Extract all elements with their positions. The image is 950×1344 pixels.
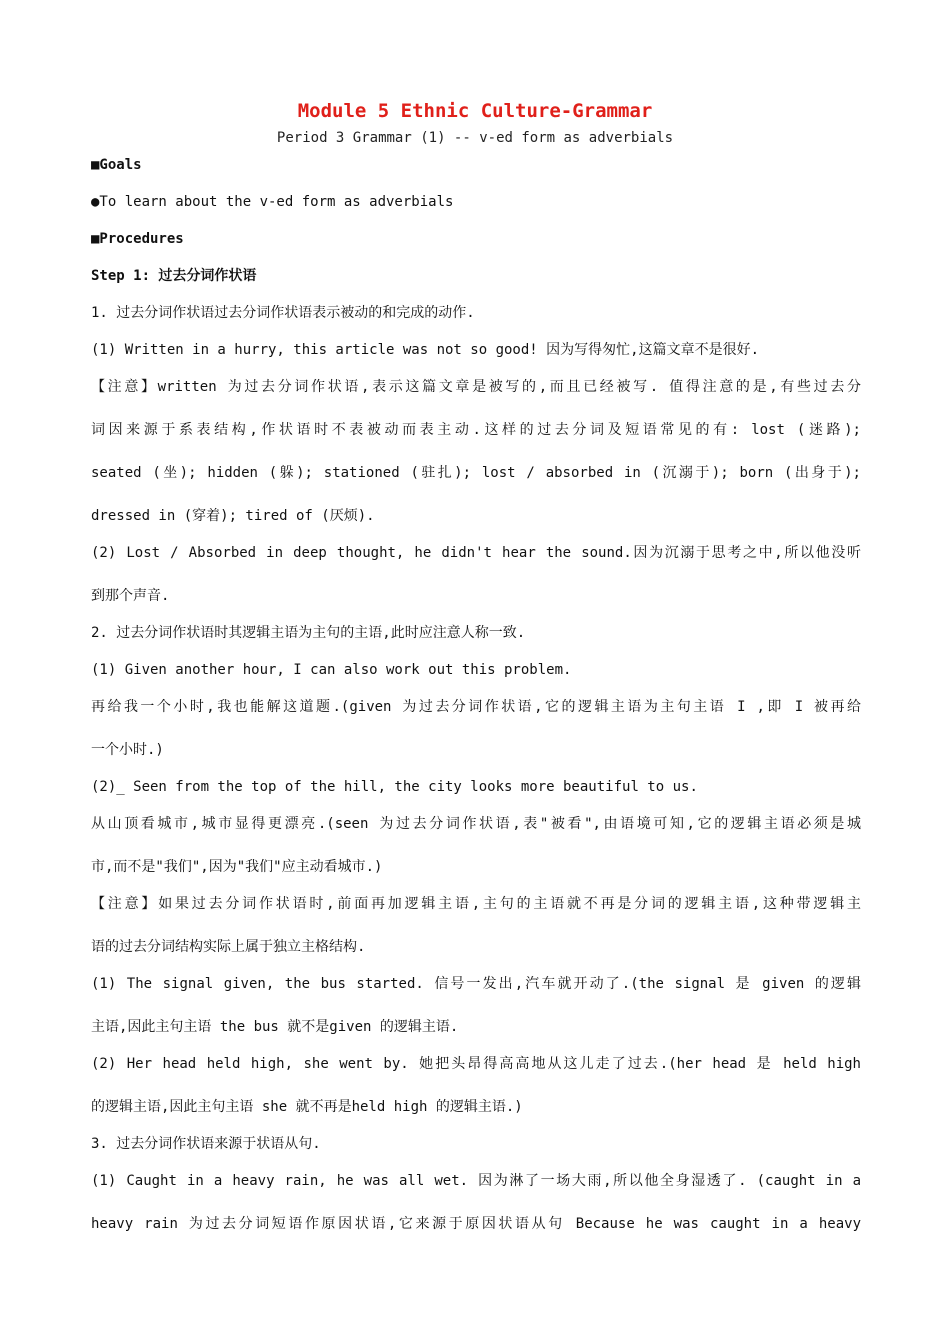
note-line: 【注意】如果过去分词作状语时,前面再加逻辑主语,主句的主语就不再是分词的逻辑主语,这种带逻辑主 — [91, 896, 861, 912]
paragraph-line: 3. 过去分词作状语来源于状语从句. — [91, 1136, 321, 1152]
goals-heading: ■Goals — [91, 157, 142, 173]
example-line: 市,而不是"我们",因为"我们"应主动看城市.) — [91, 859, 383, 875]
paragraph-line: 2. 过去分词作状语时其逻辑主语为主句的主语,此时应注意人称一致. — [91, 625, 526, 641]
example-line: 主语,因此主句主语 the bus 就不是given 的逻辑主语. — [91, 1019, 459, 1035]
procedures-heading: ■Procedures — [91, 231, 184, 247]
step-heading: Step 1: 过去分词作状语 — [91, 268, 257, 284]
paragraph-line: 1. 过去分词作状语过去分词作状语表示被动的和完成的动作. — [91, 305, 475, 321]
example-line: heavy rain 为过去分词短语作原因状语,它来源于原因状语从句 Because he was caught in a heavy — [91, 1216, 861, 1232]
note-line: 词因来源于系表结构,作状语时不表被动而表主动.这样的过去分词及短语常见的有: lost (迷路); — [91, 422, 861, 438]
document-subtitle: Period 3 Grammar (1) -- v-ed form as adverbials — [276, 130, 674, 146]
note-line: dressed in (穿着); tired of (厌烦). — [91, 508, 375, 524]
example-line: 的逻辑主语,因此主句主语 she 就不再是held high 的逻辑主语.) — [91, 1099, 523, 1115]
example-line: 再给我一个小时,我也能解这道题.(given 为过去分词作状语,它的逻辑主语为主句主语 I ,即 I 被再给 — [91, 699, 861, 715]
example-line: (2) Her head held high, she went by. 她把头昂得高高地从这儿走了过去.(her head 是 held high — [91, 1056, 861, 1072]
paragraph-line: (1) Written in a hurry, this article was not so good! 因为写得匆忙,这篇文章不是很好. — [91, 342, 760, 358]
document-title: Module 5 Ethnic Culture-Grammar — [297, 100, 653, 122]
example-line: 到那个声音. — [91, 588, 170, 604]
note-line: seated (坐); hidden (躲); stationed (驻扎); lost / absorbed in (沉溺于); born (出身于); — [91, 465, 861, 481]
example-line: 从山顶看城市,城市显得更漂亮.(seen 为过去分词作状语,表"被看",由语境可知,它的逻辑主语必须是城 — [91, 816, 861, 832]
example-line: 一个小时.) — [91, 742, 164, 758]
example-line: (1) The signal given, the bus started. 信号一发出,汽车就开动了.(the signal 是 given 的逻辑 — [91, 976, 861, 992]
note-line: 语的过去分词结构实际上属于独立主格结构. — [91, 939, 366, 955]
example-line: (2)_ Seen from the top of the hill, the city looks more beautiful to us. — [91, 779, 698, 795]
goal-item: ●To learn about the v-ed form as adverbials — [91, 194, 454, 210]
example-line: (1) Caught in a heavy rain, he was all wet. 因为淋了一场大雨,所以他全身湿透了. (caught in a — [91, 1173, 861, 1189]
example-line: (1) Given another hour, I can also work out this problem. — [91, 662, 572, 678]
note-line: 【注意】written 为过去分词作状语,表示这篇文章是被写的,而且已经被写. 值得注意的是,有些过去分 — [91, 379, 861, 395]
example-line: (2) Lost / Absorbed in deep thought, he didn't hear the sound.因为沉溺于思考之中,所以他没听 — [91, 545, 861, 561]
